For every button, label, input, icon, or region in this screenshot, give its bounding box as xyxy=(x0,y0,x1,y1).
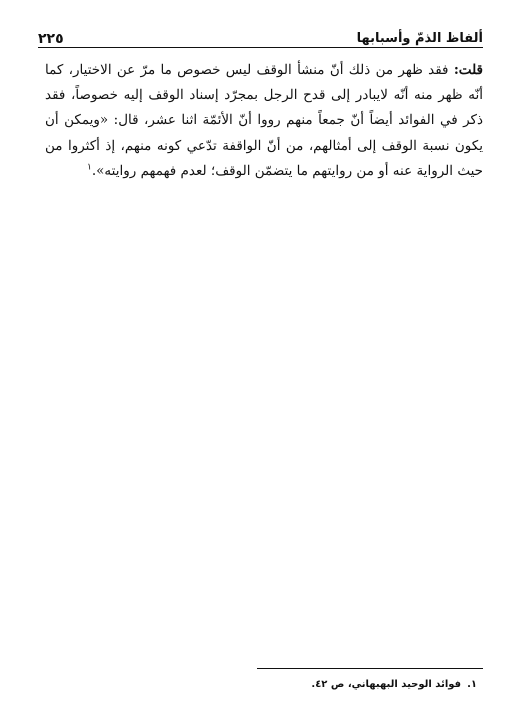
footnote-text: فوائد الوحيد البهبهاني، ص ٤٢. xyxy=(311,679,462,690)
body-paragraph xyxy=(45,58,483,184)
page-number: ٢٢٥ xyxy=(38,31,64,47)
footnote xyxy=(40,677,477,693)
footnote-rule xyxy=(257,668,483,669)
footnote-number: ١. xyxy=(467,679,477,690)
footnote-reference: ١ xyxy=(87,162,92,173)
running-title: ألفاظ الذمّ وأسبابها xyxy=(356,31,483,46)
page-header xyxy=(38,22,483,48)
paragraph-text: فقد ظهر من ذلك أنّ منشأ الوقف ليس خصوص ما مرّ عن الاختيار، كما أنّه ظهر منه أنّه لايبادر إلى قدح الرجل بمجرّد إسناد الوقف إليه خصوصاً، فقد ذكر في الفوائد أيضاً أنّ جمعاً منهم رووا أنّ الأئمّة اثنا عشر، قال: «ويمكن أن يكون نسبة الوقف إلى أمثالهم، من أنّ الواقفة تدّعي كونه منهم، إذ أكثروا من حيث الرواية عنه أو من روايتهم ما يتضمّن الوقف؛ لعدم فهمهم روايته». xyxy=(45,62,483,179)
paragraph-lead: قلت: xyxy=(453,62,483,78)
header-rule xyxy=(38,47,483,48)
